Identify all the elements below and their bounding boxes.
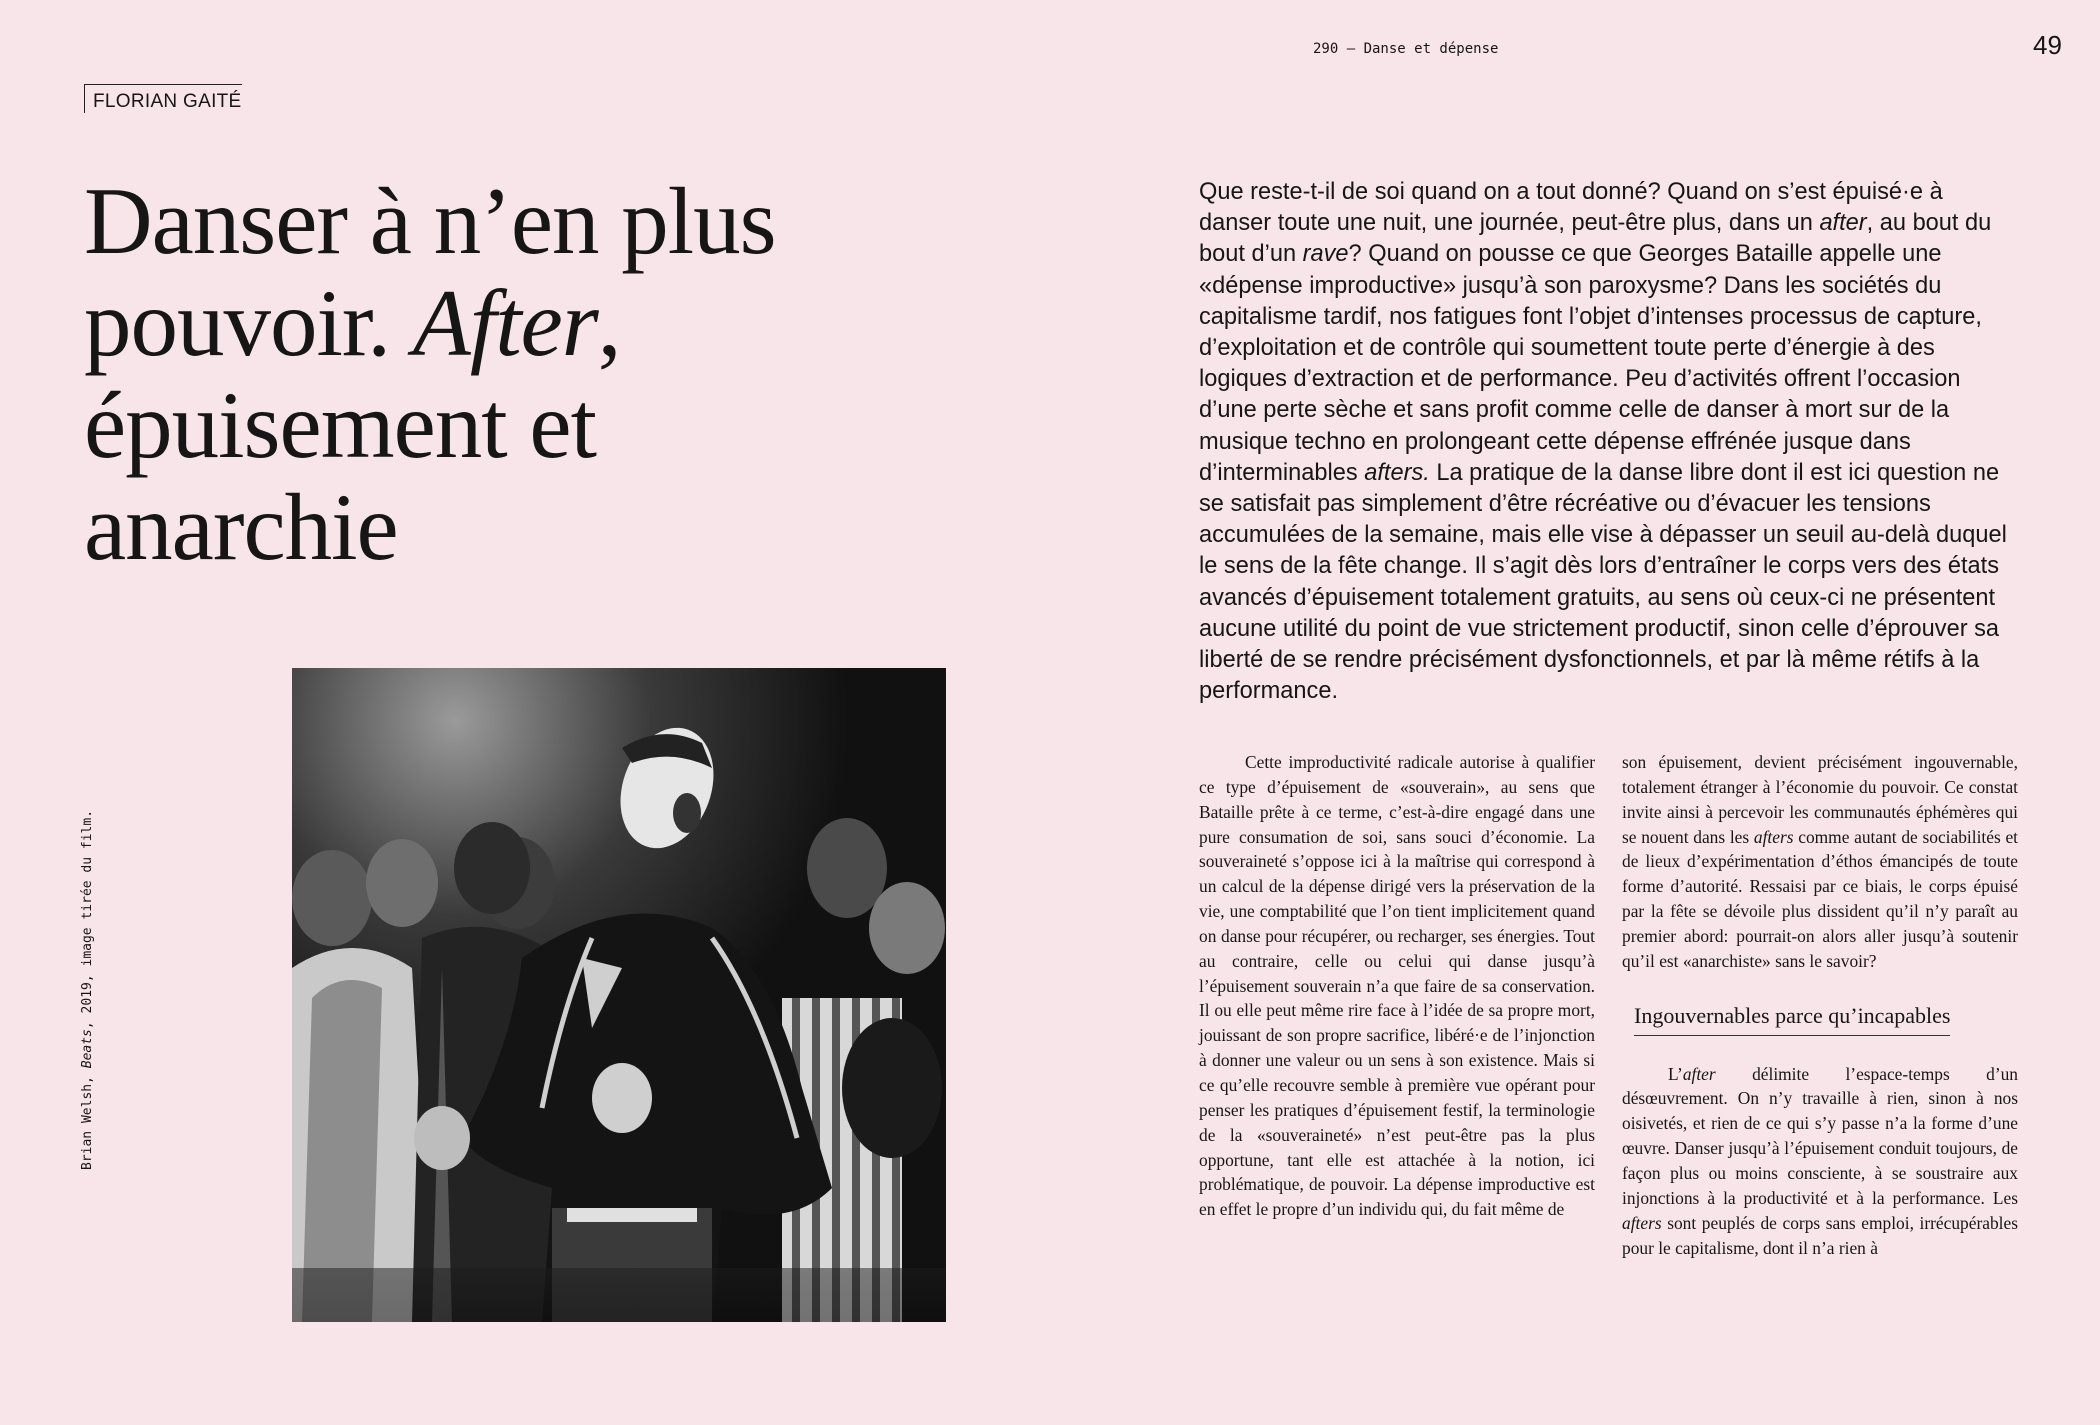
body-column-left [1199,750,1595,1222]
body-paragraph: Cette improductivité radicale autorise à qualifier ce type d’épuisement de «souverain», au sens que Bataille prête à ce terme, c’est-à-dire engagé dans une pure consumation de soi, sans souci d’économie. La souveraineté s’oppose ici à la maîtrise qui correspond à un calcul de la dépense dirigé vers la préservation de la vie, une comptabilité que l’on tient implicitement quand on danse pour récupérer, ou recharger, ses énergies. Tout au contraire, celle ou celui qui danse jusqu’à l’épuisement souverain n’a que faire de sa conservation. Il ou elle peut même rire face à l’idée de sa propre mort, jouissant de son propre sacrifice, libéré·e de l’injonction à donner une valeur ou un sens à son existence. Mais si ce qu’elle recouvre semble à première vue opérant pour penser les pratiques d’épuisement festif, la terminologie de la «souveraineté» n’est peut-être pas la plus opportune, tant elle est attachée à la notion, ici problématique, de pouvoir. La dépense improductive est en effet le propre d’un individu qui, du fait même de [1199,752,1595,1220]
dance-photo [292,668,946,1322]
title-line-1: Danser à n’en plus [84,168,776,274]
photo-caption: Brian Welsh, Beats, 2019, image tirée du film. [80,809,95,1170]
title-line-4: anarchie [84,474,398,580]
title-line-2: pouvoir. After, [84,270,621,376]
lead-paragraph: Que reste-t-il de soi quand on a tout donné? Quand on s’est épuisé·e à danser toute une nuit, une journée, peut-être plus, dans un after, au bout du bout d’un rave? Quand on pousse ce que Georges Bataille appelle une «dépense improductive» jusqu’à son paroxysme? Dans les sociétés du capitalisme tardif, nos fatigues font l’objet d’intenses processus de capture, d’exploitation et de contrôle qui soumettent toute perte d’énergie à des logiques d’extraction et de performance. Peu d’activités offrent l’occasion d’une perte sèche et sans profit comme celle de danser à mort sur de la musique techno en prolongeant cette dépense effrénée jusque dans d’interminables afters. La pratique de la danse libre dont il est ici question ne se satisfait pas simplement d’être récréative ou d’évacuer les tensions accumulées de la semaine, mais elle vise à dépasser un seuil au-delà duquel le sens de la fête change. Il s’agit dès lors d’entraîner le corps vers des états avancés d’épuisement totalement gratuits, au sens où ceux-ci ne présentent aucune utilité du point de vue strictement productif, sinon celle d’éprouver sa liberté de se rendre précisément dysfonctionnels, et par là même rétifs à la performance. [1199,179,2007,705]
article-title [84,170,964,578]
body-paragraph: L’after délimite l’espace-temps d’un désœuvrement. On n’y travaille à rien, sinon à nos oisivetés, et rien de ce qui s’y passe n’a la forme d’une œuvre. Danser jusqu’à l’épuisement conduit toujours, de façon plus ou moins consciente, à se soustraire aux injonctions à la productivité et à la performance. Les afters sont peuplés de corps sans emploi, irrécupérables pour le capitalisme, dont il n’a rien à [1622,1063,2018,1258]
page-number: 49 [2033,30,2062,60]
section-subheading: Ingouvernables parce qu’incapables [1634,1003,1950,1036]
title-line-3: épuisement et [84,372,596,478]
body-column-right [1622,750,2018,1260]
body-paragraph: son épuisement, devient précisément ingouvernable, totalement étranger à l’économie du pouvoir. Ce constat invite ainsi à percevoir les communautés éphémères qui se nouent dans les afters comme autant de sociabilités et de lieux d’expérimentation d’éthos émancipés de toute forme d’autorité. Ressaisi par ce biais, le corps épuisé par la fête se dévoile plus dissident qu’il n’y paraît au premier abord: pourrait-on alors aller jusqu’à soutenir qu’il est «anarchiste» sans le savoir? [1622,752,2018,971]
author-tag: FLORIAN GAITÉ [84,84,242,113]
dance-photo-illustration [292,668,946,1322]
running-head: 290 — Danse et dépense [1313,41,1499,57]
